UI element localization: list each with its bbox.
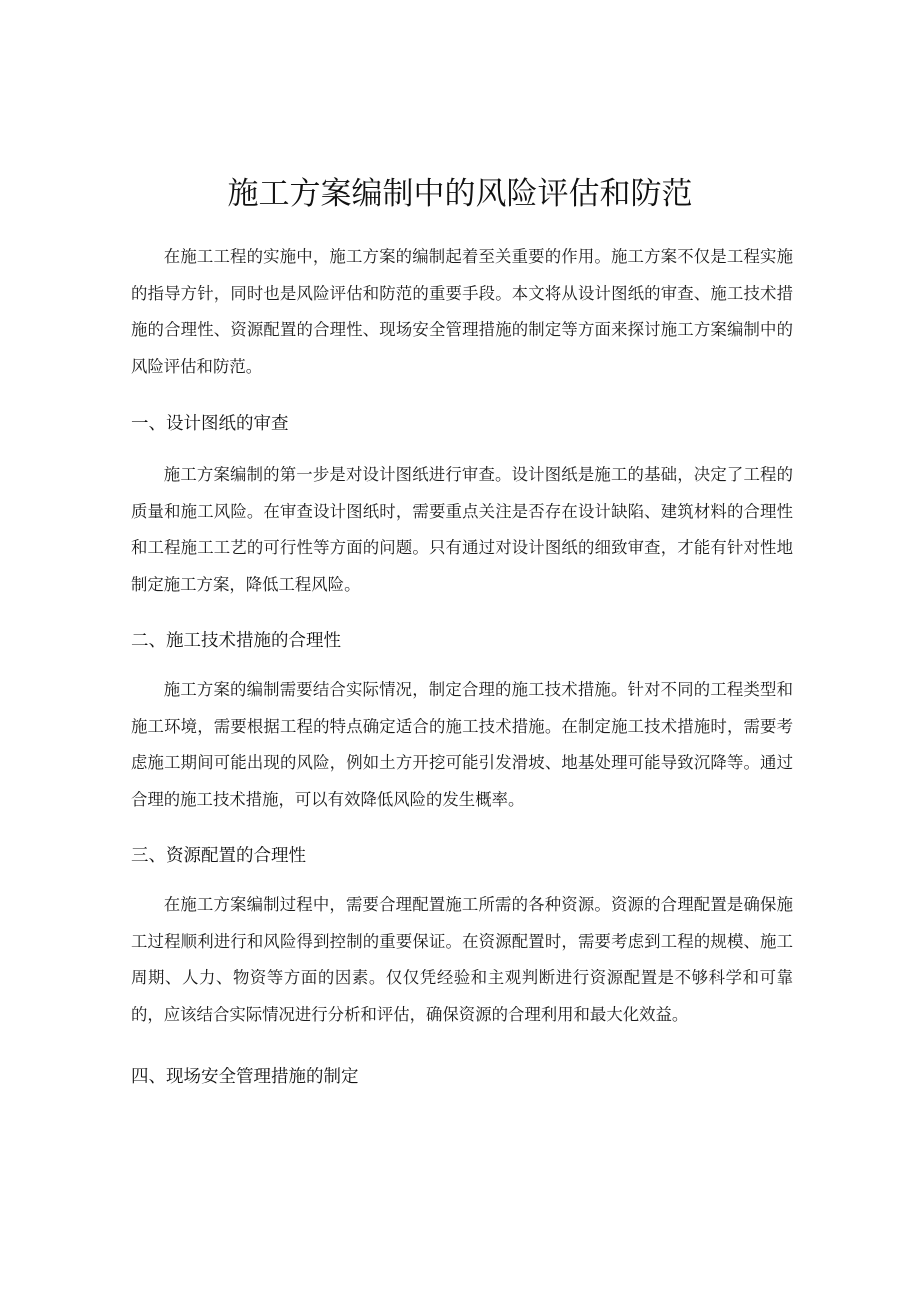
section-heading-2: 二、施工技术措施的合理性 [131, 631, 341, 651]
section-heading-4: 四、现场安全管理措施的制定 [131, 1067, 359, 1087]
document-body [131, 239, 793, 1093]
document-title: 施工方案编制中的风险评估和防范 [227, 176, 693, 212]
section-paragraph-3: 在施工方案编制过程中，需要合理配置施工所需的各种资源。资源的合理配置是确保施工过程顺利进行和风险得到控制的重要保证。在资源配置时，需要考虑到工程的规模、施工周期、人力、物资等方面的因素。仅仅凭经验和主观判断进行资源配置是不够科学和可靠的，应该结合实际情况进行分析和评估，确保资源的合理利用和最大化效益。 [131, 895, 793, 1024]
section-heading-3: 三、资源配置的合理性 [131, 846, 306, 866]
section-paragraph-2: 施工方案的编制需要结合实际情况，制定合理的施工技术措施。针对不同的工程类型和施工环境，需要根据工程的特点确定适合的施工技术措施。在制定施工技术措施时，需要考虑施工期间可能出现的风险，例如土方开挖可能引发滑坡、地基处理可能导致沉降等。通过合理的施工技术措施，可以有效降低风险的发生概率。 [131, 680, 793, 809]
section-heading-1: 一、设计图纸的审查 [131, 414, 289, 434]
section-paragraph-1: 施工方案编制的第一步是对设计图纸进行审查。设计图纸是施工的基础，决定了工程的质量和施工风险。在审查设计图纸时，需要重点关注是否存在设计缺陷、建筑材料的合理性和工程施工工艺的可行性等方面的问题。只有通过对设计图纸的细致审查，才能有针对性地制定施工方案，降低工程风险。 [131, 465, 793, 594]
intro-paragraph: 在施工工程的实施中，施工方案的编制起着至关重要的作用。施工方案不仅是工程实施的指导方针，同时也是风险评估和防范的重要手段。本文将从设计图纸的审查、施工技术措施的合理性、资源配置的合理性、现场安全管理措施的制定等方面来探讨施工方案编制中的风险评估和防范。 [131, 247, 793, 376]
